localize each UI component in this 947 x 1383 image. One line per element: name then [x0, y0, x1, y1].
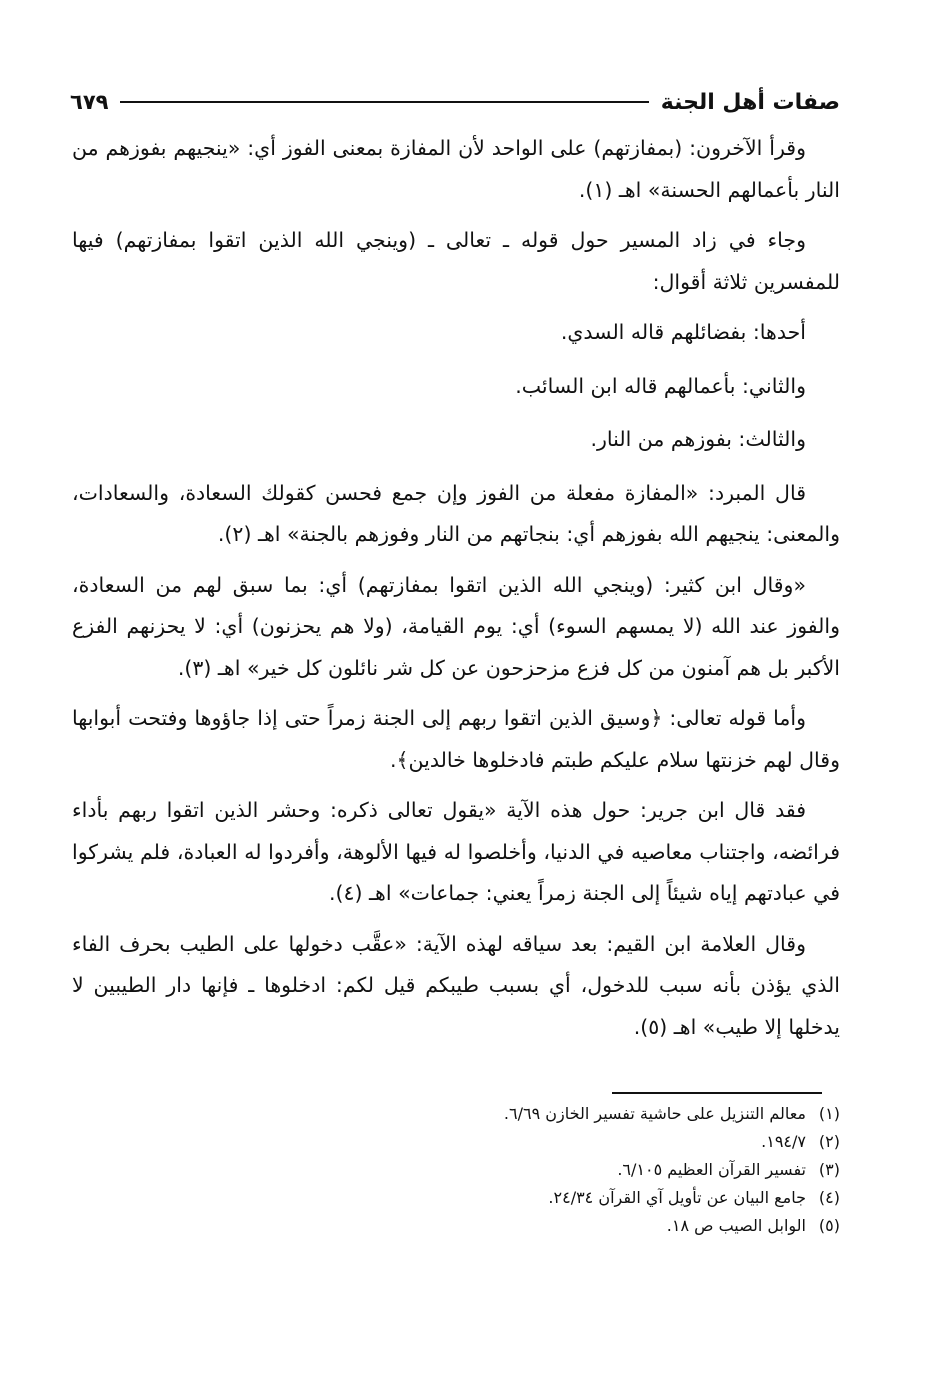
paragraph: وجاء في زاد المسير حول قوله ـ تعالى ـ (وينجي الله الذين اتقوا بمفازتهم) فيها للمفسرين ثلاثة أقوال: [72, 228, 840, 294]
footnote-number: (٥) [818, 1216, 840, 1235]
running-title: صفات أهل الجنة [660, 89, 840, 115]
list-item: والثالث: بفوزهم من النار. [590, 427, 806, 451]
header-rule [120, 101, 648, 103]
footnote-number: (١) [818, 1104, 840, 1123]
footnotes [300, 1100, 840, 1240]
footnote [300, 1128, 840, 1156]
footnote-text: معالم التنزيل على حاشية تفسير الخازن ٦/٦٩. [503, 1104, 806, 1123]
footnote-divider [612, 1092, 822, 1094]
paragraph: وقال العلامة ابن القيم: بعد سياقه لهذه الآية: «عقَّب دخولها على الطيب بحرف الفاء الذي يؤذن بأنه سبب للدخول، أي بسبب طيبكم قيل لكم: ادخلوها ـ فإنها دار الطيبين لا يدخلها إلا طيب» اهـ (٥). [72, 931, 840, 1039]
list-item: أحدها: بفضائلهم قاله السدي. [560, 320, 806, 344]
footnote-number: (٣) [818, 1160, 840, 1179]
footnote-text: تفسير القرآن العظيم ٦/١٠٥. [617, 1160, 806, 1179]
main-text [72, 128, 840, 1057]
footnote-text: الوابل الصيب ص ١٨. [666, 1216, 806, 1235]
footnote [300, 1184, 840, 1212]
footnote [300, 1212, 840, 1240]
paragraph: وقرأ الآخرون: (بمفازتهم) على الواحد لأن المفازة بمعنى الفوز أي: «ينجيهم بفوزهم من النار بأعمالهم الحسنة» اهـ (١). [72, 136, 840, 202]
footnote [300, 1156, 840, 1184]
footnote-number: (٢) [818, 1132, 840, 1151]
footnote [300, 1100, 840, 1128]
page-number: ٦٧٩ [70, 90, 109, 114]
footnote-text: ١٩٤/٧. [761, 1132, 806, 1151]
page-header [70, 86, 840, 118]
footnote-text: جامع البيان عن تأويل آي القرآن ٢٤/٣٤. [548, 1188, 806, 1207]
paragraph: قال المبرد: «المفازة مفعلة من الفوز وإن جمع فحسن كقولك السعادة، والسعادات، والمعنى: ينجيهم الله بفوزهم أي: بنجاتهم من النار وفوزهم بالجنة» اهـ (٢). [72, 480, 840, 546]
list-item: والثاني: بأعمالهم قاله ابن السائب. [515, 373, 806, 398]
paragraph: «وقال ابن كثير: (وينجي الله الذين اتقوا بمفازتهم) أي: بما سبق لهم من السعادة، والفوز عند الله (لا يمسهم السوء) أي: يوم القيامة، (ولا هم يحزنون) أي: لا يحزنهم الفزع الأكبر بل هم آمنون من كل فزع مزحزحون عن كل شر نائلون كل خير» اهـ (٣). [72, 572, 840, 680]
paragraph: فقد قال ابن جرير: حول هذه الآية «يقول تعالى ذكره: وحشر الذين اتقوا ربهم بأداء فرائضه، واجتناب معاصيه في الدنيا، وأخلصوا له فيها الألوهة، وأفردوا له العبادة، فلم يشركوا في عبادتهم إياه شيئاً إلى الجنة زمراً يعني: جماعات» اهـ (٤). [72, 798, 840, 905]
footnote-number: (٤) [818, 1188, 840, 1207]
paragraph: وأما قوله تعالى: ﴿وسيق الذين اتقوا ربهم إلى الجنة زمراً حتى إذا جاؤوها وفتحت أبوابها وقال لهم خزنتها سلام عليكم طبتم فادخلوها خالدين﴾. [72, 706, 840, 772]
